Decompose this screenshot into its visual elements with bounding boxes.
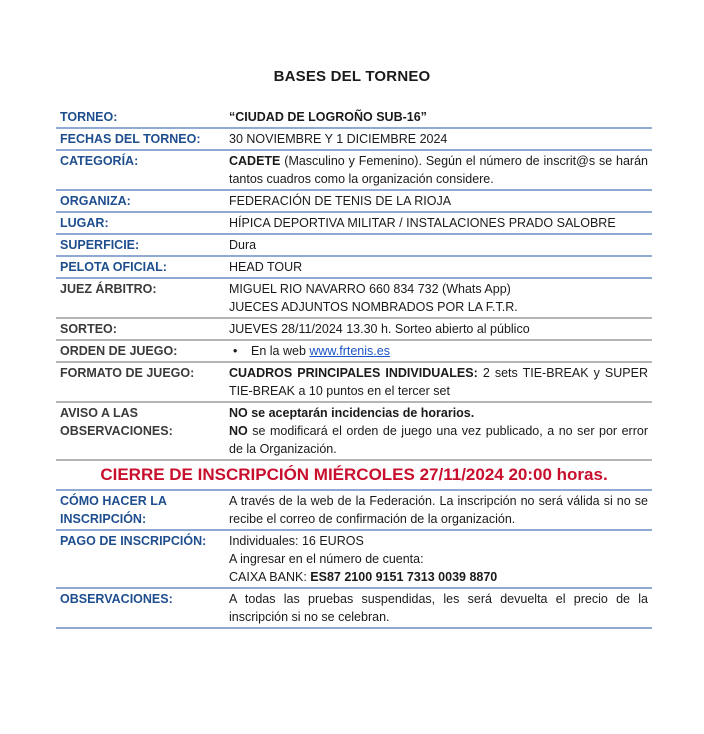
- formato-rest: 2 sets TIE-BREAK y SUPER TIE-BREAK a 10 puntos en el tercer set: [229, 366, 648, 398]
- row-fechas: [56, 128, 652, 150]
- juez-line1: MIGUEL RIO NAVARRO 660 834 732 (Whats App): [229, 282, 511, 296]
- row-juez: [56, 278, 652, 318]
- como-label-line2: INSCRIPCIÓN:: [60, 512, 147, 526]
- aviso-line1: NO se aceptarán incidencias de horarios.: [229, 406, 475, 420]
- pago-line2: A ingresar en el número de cuenta:: [229, 552, 424, 566]
- value-fechas: 30 NOVIEMBRE Y 1 DICIEMBRE 2024: [225, 128, 652, 150]
- label-lugar: LUGAR:: [56, 212, 225, 234]
- value-como: A través de la web de la Federación. La inscripción no será válida si no se recibe el correo de confirmación de la organización.: [225, 490, 652, 530]
- aviso-line2-bold: NO: [229, 424, 248, 438]
- value-torneo: “CIUDAD DE LOGROÑO SUB-16”: [225, 107, 652, 128]
- label-como: [56, 490, 225, 530]
- value-superficie: Dura: [225, 234, 652, 256]
- row-lugar: [56, 212, 652, 234]
- row-pelota: [56, 256, 652, 278]
- categoria-rest: (Masculino y Femenino). Según el número de inscrit@s se harán tantos cuadros como la organización considere.: [229, 154, 648, 186]
- label-sorteo: SORTEO:: [56, 318, 225, 340]
- cierre-inscripcion: CIERRE DE INSCRIPCIÓN MIÉRCOLES 27/11/2024 20:00 horas.: [56, 460, 652, 490]
- value-organiza: FEDERACIÓN DE TENIS DE LA RIOJA: [225, 190, 652, 212]
- row-observaciones: [56, 588, 652, 628]
- value-categoria: [225, 150, 652, 190]
- row-aviso: [56, 402, 652, 460]
- bullet-icon: •: [233, 344, 238, 358]
- value-formato: [225, 362, 652, 402]
- row-sorteo: [56, 318, 652, 340]
- label-juez: JUEZ ÁRBITRO:: [56, 278, 225, 318]
- categoria-bold: CADETE: [229, 154, 281, 168]
- document-title: BASES DEL TORNEO: [273, 68, 431, 85]
- row-pago: [56, 530, 652, 588]
- value-lugar: HÍPICA DEPORTIVA MILITAR / INSTALACIONES PRADO SALOBRE: [225, 212, 652, 234]
- value-pago: [225, 530, 652, 588]
- label-organiza: ORGANIZA:: [56, 190, 225, 212]
- pago-line3-prefix: CAIXA BANK:: [229, 570, 311, 584]
- label-orden: ORDEN DE JUEGO:: [56, 340, 225, 362]
- orden-text: En la web: [251, 344, 310, 358]
- row-como: [56, 490, 652, 530]
- value-pelota: HEAD TOUR: [225, 256, 652, 278]
- label-aviso: [56, 402, 225, 460]
- label-superficie: SUPERFICIE:: [56, 234, 225, 256]
- label-formato: FORMATO DE JUEGO:: [56, 362, 225, 402]
- pago-iban: ES87 2100 9151 7313 0039 8870: [310, 570, 498, 584]
- label-fechas: FECHAS DEL TORNEO:: [56, 128, 225, 150]
- pago-line1: Individuales: 16 EUROS: [229, 534, 364, 548]
- value-aviso: [225, 402, 652, 460]
- row-superficie: [56, 234, 652, 256]
- row-orden: [56, 340, 652, 362]
- como-label-line1: CÓMO HACER LA: [60, 494, 167, 508]
- row-categoria: [56, 150, 652, 190]
- label-pago: PAGO DE INSCRIPCIÓN:: [56, 530, 225, 588]
- tournament-info-table: [56, 107, 652, 629]
- label-categoria: CATEGORÍA:: [56, 150, 225, 190]
- row-formato: [56, 362, 652, 402]
- label-pelota: PELOTA OFICIAL:: [56, 256, 225, 278]
- value-observaciones: A todas las pruebas suspendidas, les será devuelta el precio de la inscripción si no se celebran.: [225, 588, 652, 628]
- label-torneo: TORNEO:: [56, 107, 225, 128]
- aviso-line2: [229, 422, 648, 458]
- formato-bold: CUADROS PRINCIPALES INDIVIDUALES:: [229, 366, 478, 380]
- value-orden: [225, 340, 652, 362]
- frtenis-link[interactable]: www.frtenis.es: [309, 344, 390, 358]
- value-sorteo: JUEVES 28/11/2024 13.30 h. Sorteo abierto al público: [225, 318, 652, 340]
- row-torneo: [56, 107, 652, 128]
- pago-line3: [229, 568, 648, 586]
- label-observaciones: OBSERVACIONES:: [56, 588, 225, 628]
- row-organiza: [56, 190, 652, 212]
- aviso-label-line2: OBSERVACIONES:: [60, 424, 173, 438]
- value-juez: [225, 278, 652, 318]
- aviso-line2-rest: se modificará el orden de juego una vez publicado, a no ser por error de la Organización.: [229, 424, 648, 456]
- juez-line2: JUECES ADJUNTOS NOMBRADOS POR LA F.T.R.: [229, 300, 518, 314]
- aviso-label-line1: AVISO A LAS: [60, 406, 139, 420]
- row-cierre: [56, 460, 652, 490]
